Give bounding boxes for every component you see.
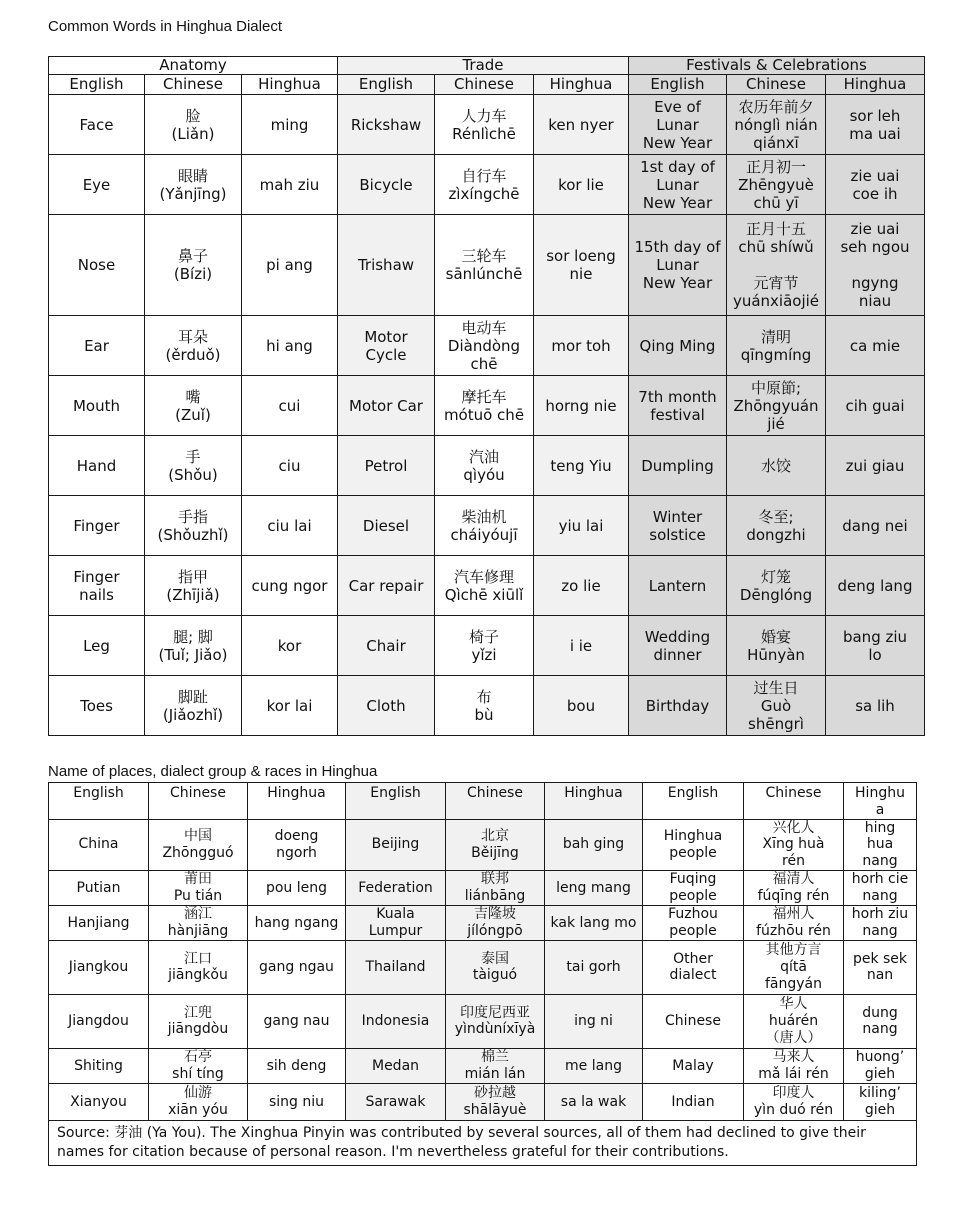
table-row [49, 376, 925, 436]
table-cell: 婚宴 Hūnyàn [727, 616, 826, 676]
table-cell: huong’ gieh [844, 1048, 917, 1083]
table2-column-header: Chinese [446, 783, 545, 820]
table-cell: zie uai seh ngou ngyng niau [826, 215, 925, 316]
table-cell: 手指 (Shǒuzhǐ) [145, 496, 242, 556]
table-cell: Hand [49, 436, 145, 496]
table1-column-header: Hinghua [534, 75, 629, 95]
table-cell: 中国 Zhōngguó [149, 819, 248, 870]
table-cell: horng nie [534, 376, 629, 436]
table-cell: 腿; 脚 (Tuǐ; Jiǎo) [145, 616, 242, 676]
table-cell: 自行车 zìxíngchē [435, 155, 534, 215]
table-cell: Thailand [346, 940, 446, 994]
table-cell: 脸 (Liǎn) [145, 95, 242, 155]
table-cell: Wedding dinner [629, 616, 727, 676]
table-cell: Dumpling [629, 436, 727, 496]
table-cell: 仙游 xiān yóu [149, 1083, 248, 1120]
table-cell: bah ging [545, 819, 643, 870]
table-cell: 莆田 Pu tián [149, 870, 248, 905]
table1-column-header: English [338, 75, 435, 95]
table-cell: ciu [242, 436, 338, 496]
table-cell: 北京 Běijīng [446, 819, 545, 870]
table-cell: Face [49, 95, 145, 155]
table-cell: Birthday [629, 676, 727, 736]
table-cell: ing ni [545, 994, 643, 1048]
table-cell: pek sek nan [844, 940, 917, 994]
table-cell: dung nang [844, 994, 917, 1048]
table-cell: zo lie [534, 556, 629, 616]
table-cell: Indonesia [346, 994, 446, 1048]
group-anatomy: Anatomy [49, 57, 338, 75]
table-cell: Jiangkou [49, 940, 149, 994]
table-cell: 椅子 yǐzi [435, 616, 534, 676]
table-cell: me lang [545, 1048, 643, 1083]
table-cell: Cloth [338, 676, 435, 736]
table-cell: Eve of Lunar New Year [629, 95, 727, 155]
table2-column-header: Chinese [149, 783, 248, 820]
table2-column-header: English [49, 783, 149, 820]
table-cell: Petrol [338, 436, 435, 496]
table-row [49, 676, 925, 736]
table-cell: Diesel [338, 496, 435, 556]
table1-column-header: Chinese [435, 75, 534, 95]
table-cell: 马来人 mǎ lái rén [744, 1048, 844, 1083]
table-cell: 水饺 [727, 436, 826, 496]
table-cell: 泰国 tàiguó [446, 940, 545, 994]
table-cell: 中原節; Zhōngyuán jié [727, 376, 826, 436]
table-cell: 农历年前夕 nónglì nián qiánxī [727, 95, 826, 155]
table-cell: Motor Cycle [338, 316, 435, 376]
table-cell: 印度尼西亚 yìndùníxīyà [446, 994, 545, 1048]
table-row [49, 994, 917, 1048]
table-cell: leng mang [545, 870, 643, 905]
table-cell: ciu lai [242, 496, 338, 556]
table-row [49, 436, 925, 496]
table-cell: doeng ngorh [248, 819, 346, 870]
table-cell: Jiangdou [49, 994, 149, 1048]
table-cell: Fuqing people [643, 870, 744, 905]
table-cell: hi ang [242, 316, 338, 376]
table-row [49, 819, 917, 870]
table-cell: 砂拉越 shālāyuè [446, 1083, 545, 1120]
table-cell: zui giau [826, 436, 925, 496]
table-cell: Hinghua people [643, 819, 744, 870]
table1-column-header: Hinghua [826, 75, 925, 95]
table-cell: Motor Car [338, 376, 435, 436]
group-festivals: Festivals & Celebrations [629, 57, 925, 75]
table-cell: Ear [49, 316, 145, 376]
table2-column-header: Hinghua [545, 783, 643, 820]
table-row [49, 905, 917, 940]
table-row [49, 496, 925, 556]
table-row [49, 95, 925, 155]
table-cell: bou [534, 676, 629, 736]
table-cell: 江口 jiāngkǒu [149, 940, 248, 994]
table-cell: hing hua nang [844, 819, 917, 870]
table-row [49, 616, 925, 676]
table-cell: 棉兰 mián lán [446, 1048, 545, 1083]
table-cell: 脚趾 (Jiǎozhǐ) [145, 676, 242, 736]
table-cell: 人力车 Rénlìchē [435, 95, 534, 155]
table-cell: 冬至; dongzhi [727, 496, 826, 556]
table-cell: 其他方言 qítā fāngyán [744, 940, 844, 994]
table-cell: 华人 huárén （唐人） [744, 994, 844, 1048]
table-row [49, 316, 925, 376]
table-cell: 7th month festival [629, 376, 727, 436]
table-cell: 福清人 fúqīng rén [744, 870, 844, 905]
table-cell: Beijing [346, 819, 446, 870]
table-cell: 石亭 shí tíng [149, 1048, 248, 1083]
table-cell: 手 (Shǒu) [145, 436, 242, 496]
table-cell: 耳朵 (ěrduǒ) [145, 316, 242, 376]
table-cell: 柴油机 cháiyóujī [435, 496, 534, 556]
table-cell: 布 bù [435, 676, 534, 736]
table-cell: 15th day of Lunar New Year [629, 215, 727, 316]
table-row [49, 940, 917, 994]
table-cell: cih guai [826, 376, 925, 436]
table-cell: zie uai coe ih [826, 155, 925, 215]
table-cell: sa la wak [545, 1083, 643, 1120]
table-cell: 汽油 qìyóu [435, 436, 534, 496]
table-cell: mor toh [534, 316, 629, 376]
table-cell: pi ang [242, 215, 338, 316]
table-cell: yiu lai [534, 496, 629, 556]
table-cell: Indian [643, 1083, 744, 1120]
table-cell: Car repair [338, 556, 435, 616]
table1-column-header: Chinese [145, 75, 242, 95]
table-cell: 福州人 fúzhōu rén [744, 905, 844, 940]
table-cell: Mouth [49, 376, 145, 436]
table-cell: Rickshaw [338, 95, 435, 155]
table-cell: cung ngor [242, 556, 338, 616]
table-cell: 江兜 jiāngdòu [149, 994, 248, 1048]
table-cell: Hanjiang [49, 905, 149, 940]
common-words-table [48, 56, 925, 736]
table-row [49, 155, 925, 215]
table-cell: sa lih [826, 676, 925, 736]
table-cell: 眼睛 (Yǎnjīng) [145, 155, 242, 215]
table-cell: kor lie [534, 155, 629, 215]
table-cell: 吉隆坡 jílóngpō [446, 905, 545, 940]
table-cell: Chinese [643, 994, 744, 1048]
table-cell: 正月初一 Zhēngyuè chū yī [727, 155, 826, 215]
table-cell: 鼻子 (Bízi) [145, 215, 242, 316]
table-cell: Bicycle [338, 155, 435, 215]
table2-column-header: Hinghu a [844, 783, 917, 820]
table-cell: 联邦 liánbāng [446, 870, 545, 905]
table-cell: hang ngang [248, 905, 346, 940]
table-cell: Fuzhou people [643, 905, 744, 940]
table-cell: teng Yiu [534, 436, 629, 496]
table-cell: gang ngau [248, 940, 346, 994]
table-row [49, 1048, 917, 1083]
table-cell: kor lai [242, 676, 338, 736]
table1-column-header: Chinese [727, 75, 826, 95]
table-cell: Eye [49, 155, 145, 215]
table-cell: sor leh ma uai [826, 95, 925, 155]
table-cell: 正月十五 chū shíwǔ 元宵节 yuánxiāojié [727, 215, 826, 316]
table-cell: horh ziu nang [844, 905, 917, 940]
group-trade: Trade [338, 57, 629, 75]
places-table [48, 782, 917, 1166]
table-cell: ca mie [826, 316, 925, 376]
table2-column-header: Chinese [744, 783, 844, 820]
table-cell: 涵江 hànjiāng [149, 905, 248, 940]
table-cell: Chair [338, 616, 435, 676]
table-cell: pou leng [248, 870, 346, 905]
table-cell: kak lang mo [545, 905, 643, 940]
table-cell: 汽车修理 Qìchē xiūlǐ [435, 556, 534, 616]
table-cell: 摩托车 mótuō chē [435, 376, 534, 436]
table-cell: horh cie nang [844, 870, 917, 905]
table-cell: 兴化人 Xīng huà rén [744, 819, 844, 870]
table-cell: Toes [49, 676, 145, 736]
table-cell: Finger [49, 496, 145, 556]
table-cell: ken nyer [534, 95, 629, 155]
table-cell: 嘴 (Zuǐ) [145, 376, 242, 436]
table-cell: Putian [49, 870, 149, 905]
table-cell: Shiting [49, 1048, 149, 1083]
table1-column-header: English [49, 75, 145, 95]
table-cell: kiling’ gieh [844, 1083, 917, 1120]
table1-title: Common Words in Hinghua Dialect [48, 18, 282, 35]
table-row [49, 1083, 917, 1120]
table-cell: mah ziu [242, 155, 338, 215]
table2-column-header: Hinghua [248, 783, 346, 820]
table-cell: ming [242, 95, 338, 155]
table-cell: China [49, 819, 149, 870]
table2-title: Name of places, dialect group & races in Hinghua [48, 763, 378, 780]
table-cell: Medan [346, 1048, 446, 1083]
table-cell: 1st day of Lunar New Year [629, 155, 727, 215]
table-cell: 过生日 Guò shēngrì [727, 676, 826, 736]
source-note: Source: 芽油 (Ya You). The Xinghua Pinyin was contributed by several sources, all of them had declined to give their names for citation because of personal reason. I'm nevertheless grateful for their contributions. [49, 1120, 917, 1165]
table-cell: Kuala Lumpur [346, 905, 446, 940]
table-cell: 灯笼 Dēnglóng [727, 556, 826, 616]
table-cell: Winter solstice [629, 496, 727, 556]
table-cell: Finger nails [49, 556, 145, 616]
table-cell: deng lang [826, 556, 925, 616]
table2-column-header: English [346, 783, 446, 820]
table-row [49, 215, 925, 316]
table2-column-header: English [643, 783, 744, 820]
table-cell: sih deng [248, 1048, 346, 1083]
table-cell: Sarawak [346, 1083, 446, 1120]
table-row [49, 870, 917, 905]
table-cell: cui [242, 376, 338, 436]
table-cell: bang ziu lo [826, 616, 925, 676]
table-cell: Nose [49, 215, 145, 316]
table-cell: i ie [534, 616, 629, 676]
table-cell: gang nau [248, 994, 346, 1048]
table-cell: kor [242, 616, 338, 676]
table-cell: sor loeng nie [534, 215, 629, 316]
table-row [49, 556, 925, 616]
table-cell: 印度人 yìn duó rén [744, 1083, 844, 1120]
table-cell: Malay [643, 1048, 744, 1083]
table-cell: tai gorh [545, 940, 643, 994]
table-cell: 清明 qīngmíng [727, 316, 826, 376]
table-cell: Federation [346, 870, 446, 905]
table-cell: Qing Ming [629, 316, 727, 376]
table1-column-header: English [629, 75, 727, 95]
table-cell: 三轮车 sānlúnchē [435, 215, 534, 316]
table-cell: Other dialect [643, 940, 744, 994]
table-cell: sing niu [248, 1083, 346, 1120]
table-cell: Trishaw [338, 215, 435, 316]
table-cell: dang nei [826, 496, 925, 556]
table-cell: 电动车 Diàndòng chē [435, 316, 534, 376]
table1-column-header: Hinghua [242, 75, 338, 95]
table-cell: 指甲 (Zhījiǎ) [145, 556, 242, 616]
table-cell: Xianyou [49, 1083, 149, 1120]
table-cell: Lantern [629, 556, 727, 616]
table-cell: Leg [49, 616, 145, 676]
